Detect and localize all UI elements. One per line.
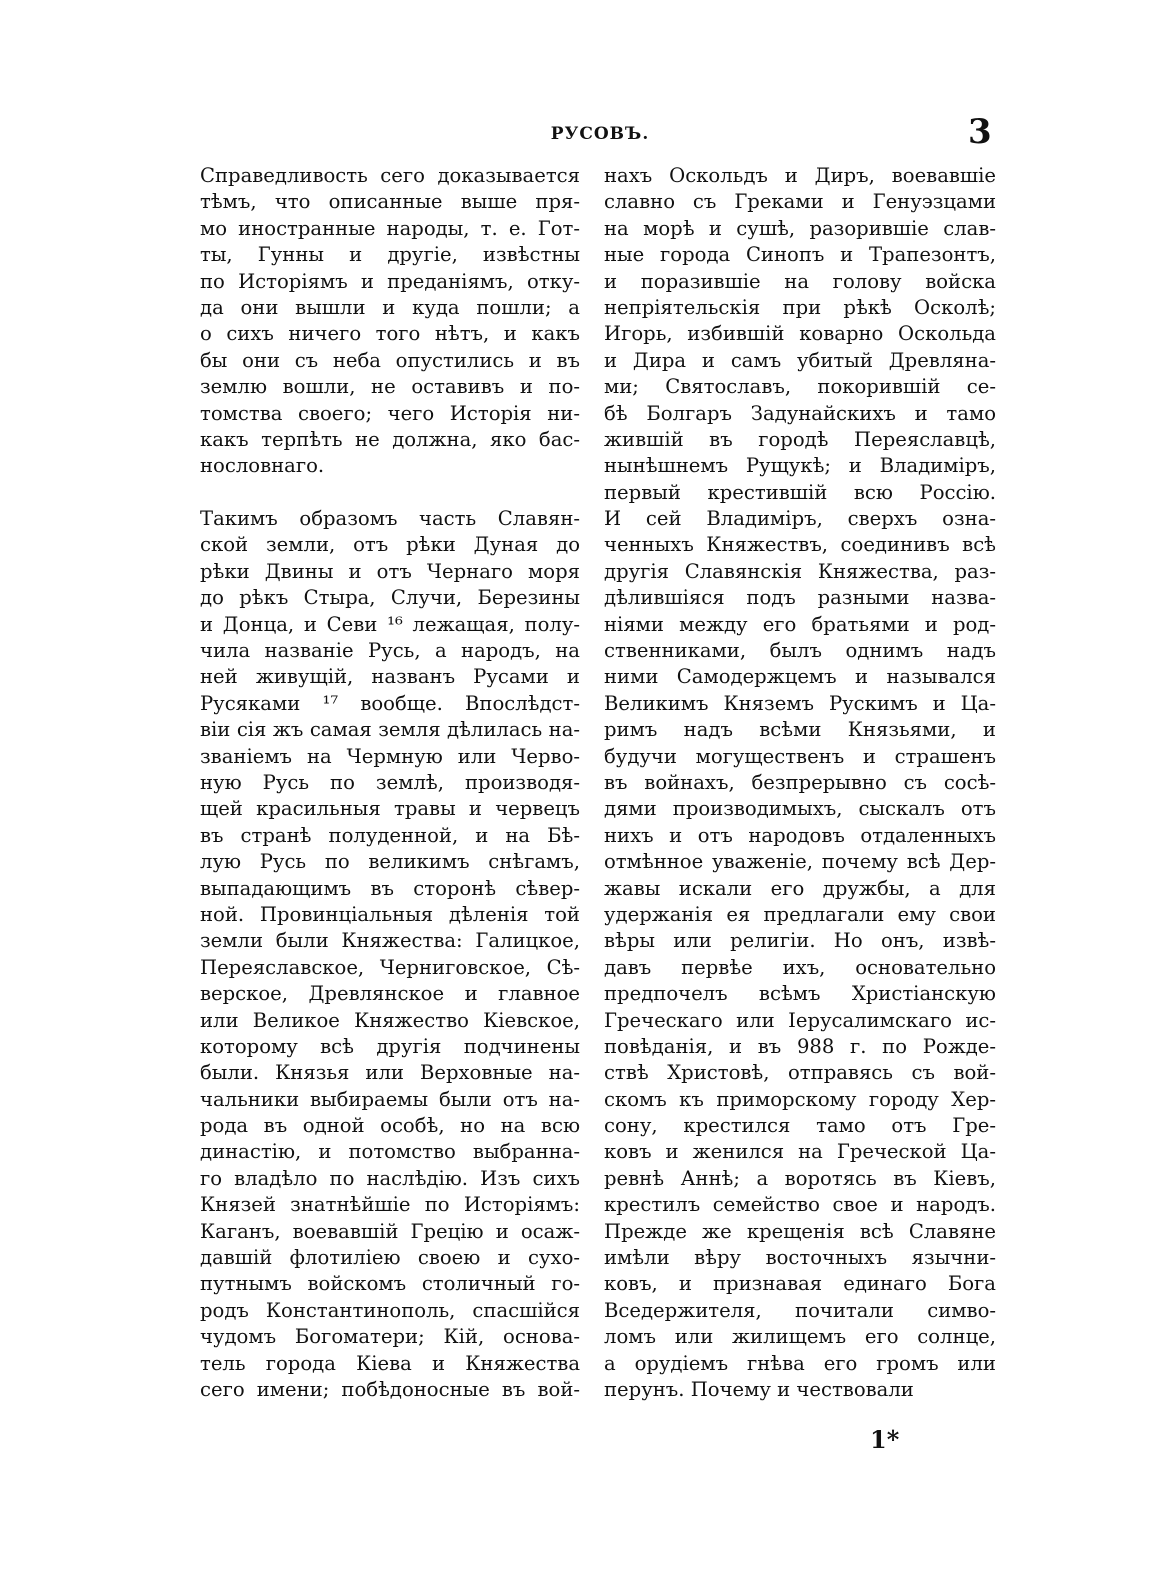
right-column-text-line: повѣданія, и въ 988 г. по Рожде-: [604, 1034, 996, 1058]
left-column-text-line: какъ терпѣть не должна, яко бас-: [200, 427, 580, 451]
right-column-text-line: Вседержителя, почитали симво-: [604, 1298, 996, 1322]
right-column-text-line: а орудіемъ гнѣва его громъ или: [604, 1351, 996, 1375]
left-column-text-line: о сихъ ничего того нѣтъ, и какъ: [200, 322, 580, 346]
left-column-text-line: династію, и потомство выбранна-: [200, 1140, 580, 1164]
left-column-text-line: до рѣкъ Стыра, Случи, Березины: [200, 586, 580, 610]
right-column-text-line: удержанія ея предлагали ему свои: [604, 902, 996, 926]
left-column-text-line: чудомъ Богоматери; Кій, основа-: [200, 1325, 580, 1349]
right-column-text-line: ніями между его братьями и род-: [604, 612, 996, 636]
right-column-text-line: первый крестившій всю Россію.: [604, 480, 996, 504]
left-column-text-line: были. Князья или Верховные на-: [200, 1061, 580, 1085]
right-column-text-line: въ войнахъ, безпрерывно съ сосѣ-: [604, 770, 996, 794]
left-column-text-line: Справедливость сего доказывается: [200, 164, 580, 187]
left-column-text-line: мо иностранные народы, т. е. Гот-: [200, 216, 580, 240]
right-column-text-line: римъ надъ всѣми Князьями, и: [604, 718, 996, 742]
right-column-text-line: ними Самодержцемъ и назывался: [604, 665, 996, 689]
right-column-text-line: на морѣ и сушѣ, разорившіе слав-: [604, 216, 996, 240]
left-column-text-line: віи сія жъ самая земля дѣлилась на-: [200, 718, 580, 742]
left-column-text-line: и Донца, и Севи ¹⁶ лежащая, полу-: [200, 612, 580, 636]
right-column-text-line: предпочелъ всѣмъ Христіанскую: [604, 982, 996, 1006]
left-column-text-line: нословнаго.: [200, 454, 325, 478]
right-column-text-line: нихъ и отъ народовъ отдаленныхъ: [604, 823, 996, 847]
right-column-text-line: вѣры или религіи. Но онъ, извѣ-: [604, 929, 996, 953]
left-column-text-line: чальники выбираемы были отъ на-: [200, 1087, 580, 1111]
right-column-text-line: И сей Владиміръ, сверхъ озна-: [604, 507, 996, 531]
right-column-text-line: нынѣшнемъ Рущукѣ; и Владиміръ,: [604, 454, 996, 478]
left-column-text-line: Русяками ¹⁷ вообще. Впослѣдст-: [200, 691, 580, 715]
right-column-text-line: давъ первѣе ихъ, основательно: [604, 955, 996, 979]
right-column-text-line: отмѣнное уваженіе, почему всѣ Дер-: [604, 850, 996, 874]
right-column-text-line: и поразившіе на голову войска: [604, 269, 996, 293]
page-number: 3: [968, 112, 992, 152]
left-column-text-line: ной. Провинціальныя дѣленія той: [200, 902, 580, 926]
right-column-text-line: непріятельскія при рѣкѣ Осколѣ;: [604, 295, 996, 319]
left-column-text-line: томства своего; чего Исторія ни-: [200, 401, 580, 425]
left-column: [200, 163, 580, 1403]
left-column-text-line: званіемъ на Чермную или Черво-: [200, 744, 580, 768]
running-title: РУСОВЪ.: [550, 124, 650, 144]
right-column-text-line: ные города Синопъ и Трапезонтъ,: [604, 243, 996, 267]
right-column-text-line: Великимъ Княземъ Рускимъ и Ца-: [604, 691, 996, 715]
left-column-text-line: родъ Константинополь, спасшійся: [200, 1298, 580, 1322]
right-column-text-line: Игорь, избившій коварно Оскольда: [604, 322, 996, 346]
signature-mark: 1*: [870, 1425, 900, 1454]
right-column-text-line: скомъ къ приморскому городу Хер-: [604, 1087, 996, 1111]
right-column: [604, 163, 996, 1403]
left-column-text-line: ской земли, отъ рѣки Дуная до: [200, 533, 580, 557]
right-column-text-line: дѣлившіяся подъ разными назва-: [604, 586, 996, 610]
right-column-text-line: славно съ Греками и Генуэзцами: [604, 190, 996, 214]
left-column-text-line: по Исторіямъ и преданіямъ, отку-: [200, 269, 580, 293]
left-column-text-line: въ странѣ полуденной, и на Бѣ-: [200, 823, 580, 847]
left-column-text-line: верское, Древлянское и главное: [200, 982, 580, 1006]
right-column-text-line: Прежде же крещенія всѣ Славяне: [604, 1219, 996, 1243]
left-column-text-line: землю вошли, не оставивъ и по-: [200, 375, 580, 399]
left-column-text-line: тель города Кіева и Княжества: [200, 1351, 580, 1375]
left-column-text-line: рода въ одной особѣ, но на всю: [200, 1114, 580, 1138]
right-column-text-line: жавы искали его дружбы, а для: [604, 876, 996, 900]
right-column-text-line: ченныхъ Княжествъ, соединивъ всѣ: [604, 533, 996, 557]
right-column-text-line: жившій въ городѣ Переяславцѣ,: [604, 427, 996, 451]
right-column-text-line: ковъ, и признавая единаго Бога: [604, 1272, 996, 1296]
right-column-text-line: дями производимыхъ, сыскалъ отъ: [604, 797, 996, 821]
left-column-text-line: чила названіе Русь, а народъ, на: [200, 639, 580, 663]
left-column-text-line: щей красильныя травы и червецъ: [200, 797, 580, 821]
right-column-text-line: Греческаго или Іерусалимскаго ис-: [604, 1008, 996, 1032]
left-column-text-line: Такимъ образомъ часть Славян-: [200, 507, 580, 531]
left-column-text-line: лую Русь по великимъ снѣгамъ,: [200, 850, 580, 874]
left-column-text-line: ты, Гунны и другіе, извѣстны: [200, 243, 580, 267]
right-column-text-line: будучи могущественъ и страшенъ: [604, 744, 996, 768]
left-column-text-line: путнымъ войскомъ столичный го-: [200, 1272, 580, 1296]
left-column-text-line: давшій флотиліею своею и сухо-: [200, 1246, 580, 1270]
right-column-text-line: ревнѣ Аннѣ; а воротясь въ Кіевъ,: [604, 1166, 996, 1190]
right-column-text-line: бѣ Болгаръ Задунайскихъ и тамо: [604, 401, 996, 425]
right-column-text-line: нахъ Оскольдъ и Диръ, воевавшіе: [604, 164, 996, 187]
right-column-text-line: ми; Святославъ, покорившій се-: [604, 375, 996, 399]
right-column-text-line: ковъ и женился на Греческой Ца-: [604, 1140, 996, 1164]
right-column-text-line: ственниками, былъ однимъ надъ: [604, 639, 996, 663]
left-column-text-line: сего имени; побѣдоносные въ вой-: [200, 1377, 580, 1401]
right-column-text-line: и Дира и самъ убитый Древляна-: [604, 348, 996, 372]
left-column-text-line: которому всѣ другія подчинены: [200, 1034, 580, 1058]
left-column-text-line: го владѣло по наслѣдію. Изъ сихъ: [200, 1166, 580, 1190]
left-column-text-line: Каганъ, воевавшій Грецію и осаж-: [200, 1219, 580, 1243]
left-column-text-line: Князей знатнѣйшіе по Исторіямъ:: [200, 1193, 580, 1217]
right-column-text-line: ствѣ Христовѣ, отправясь съ вой-: [604, 1061, 996, 1085]
left-column-text-line: ную Русь по землѣ, производя-: [200, 770, 580, 794]
left-column-text-line: тѣмъ, что описанные выше пря-: [200, 190, 580, 214]
left-column-text-line: бы они съ неба опустились и въ: [200, 348, 580, 372]
left-column-text-line: рѣки Двины и отъ Чернаго моря: [200, 559, 580, 583]
right-column-text-line: другія Славянскія Княжества, раз-: [604, 559, 996, 583]
right-column-text-line: ломъ или жилищемъ его солнце,: [604, 1325, 996, 1349]
left-column-text-line: земли были Княжества: Галицкое,: [200, 929, 580, 953]
left-column-text-line: да они вышли и куда пошли; а: [200, 295, 580, 319]
right-column-text-line: имѣли вѣру восточныхъ язычни-: [604, 1246, 996, 1270]
right-column-text-line: перунъ. Почему и чествовали: [604, 1377, 914, 1401]
left-column-text-line: Переяславское, Черниговское, Сѣ-: [200, 955, 580, 979]
left-column-text-line: или Великое Княжество Кіевское,: [200, 1008, 580, 1032]
right-column-text-line: крестилъ семейство свое и народъ.: [604, 1193, 996, 1217]
left-column-paragraph-break: [200, 480, 580, 506]
left-column-text-line: выпадающимъ въ сторонѣ сѣвер-: [200, 876, 580, 900]
left-column-text-line: ней живущій, названъ Русами и: [200, 665, 580, 689]
right-column-text-line: сону, крестился тамо отъ Гре-: [604, 1114, 996, 1138]
